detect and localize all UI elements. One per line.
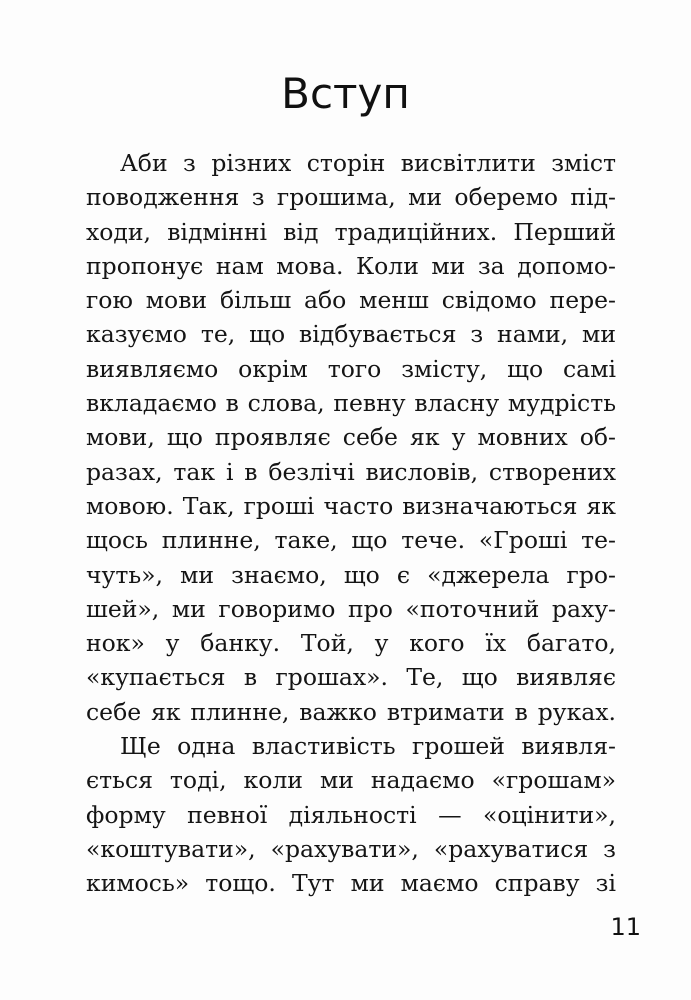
chapter-title: Вступ [281,69,410,118]
text-line: Ще одна властивість грошей виявля- [120,732,616,761]
text-line: чуть», ми знаємо, що є «джерела гро- [86,560,616,589]
text-line: себе як плинне, важко втримати в руках. [86,697,616,726]
body-text [86,146,616,901]
text-line: мовою. Так, гроші часто визначаються як [86,491,616,520]
text-line: гою мови більш або менш свідомо пере- [86,286,616,315]
text-line: форму певної діяльності — «оцінити», [86,800,616,829]
page-number: 11 [610,913,641,941]
text-line: Аби з різних сторін висвітлити зміст [120,149,616,177]
text-line: шей», ми говоримо про «поточний раху- [86,594,616,623]
text-line: пропонує нам мова. Коли ми за допомо- [86,251,616,280]
text-line: поводження з грошима, ми оберемо під- [86,183,616,212]
text-line: виявляємо окрім того змісту, що самі [86,354,616,383]
text-line: казуємо те, що відбувається з нами, ми [86,320,616,349]
text-line: щось плинне, таке, що тече. «Гроші те- [86,526,616,555]
text-line: разах, так і в безлічі висловів, створених [86,457,616,486]
text-line: «коштувати», «рахувати», «рахуватися з [86,834,616,863]
text-line: вкладаємо в слова, певну власну мудрість [86,389,616,418]
text-line: мови, що проявляє себе як у мовних об- [86,423,616,452]
text-line: кимось» тощо. Тут ми маємо справу зі [86,869,616,898]
text-line: ходи, відмінні від традиційних. Перший [86,217,616,246]
text-line: нок» у банку. Той, у кого їх багато, [86,629,616,658]
text-line: «купається в грошах». Те, що виявляє [86,663,616,692]
text-line: ється тоді, коли ми надаємо «грошам» [86,766,616,795]
